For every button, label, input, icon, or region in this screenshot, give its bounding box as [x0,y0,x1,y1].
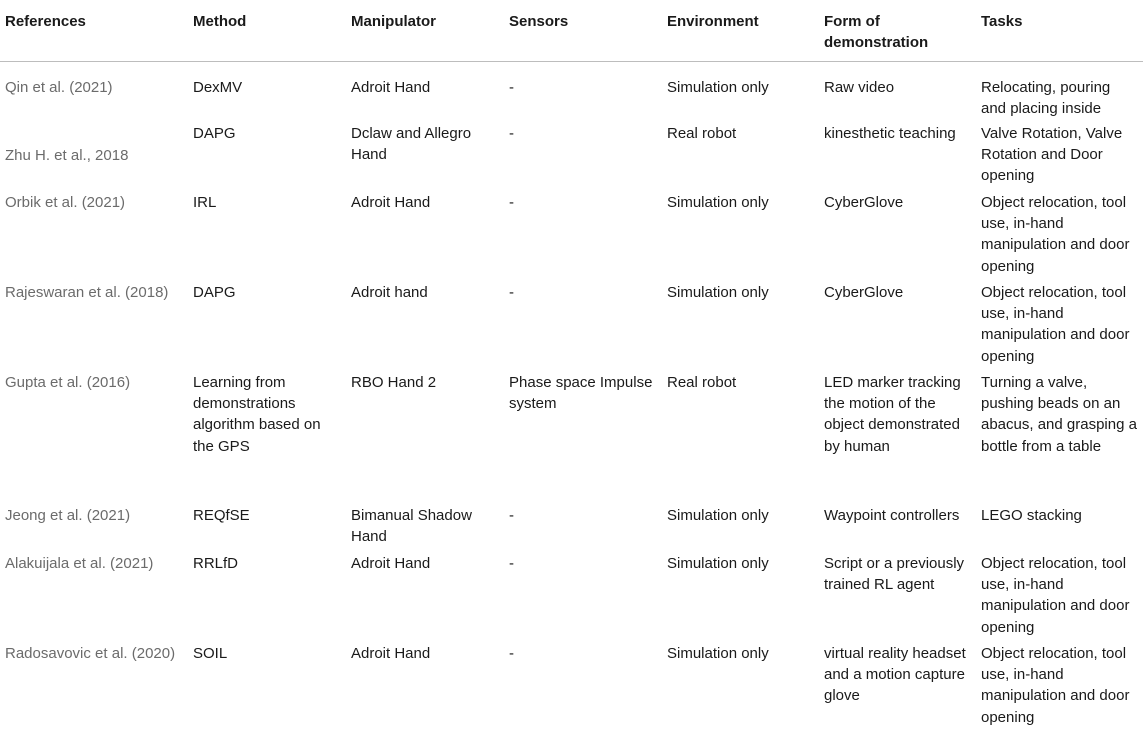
cell-reference: Gupta et al. (2016) [5,373,131,391]
cell-sensors: - [509,644,514,662]
header-references: References [5,13,86,30]
cell-tasks: Object relocation, tool use, in-hand manipulation and door opening [981,644,1130,726]
cell-method: REQfSE [193,506,250,524]
cell-reference: Jeong et al. (2021) [5,506,131,524]
cell-sensors: - [509,193,514,211]
cell-manipulator: Adroit Hand [351,193,431,211]
cell-reference: Qin et al. (2021) [5,78,113,96]
cell-form: CyberGlove [824,283,904,301]
cell-manipulator: Bimanual Shadow Hand [351,506,472,546]
cell-method: DexMV [193,78,243,96]
cell-tasks: Object relocation, tool use, in-hand manipulation and door opening [981,193,1130,275]
cell-form: kinesthetic teaching [824,124,956,142]
header-sensors: Sensors [509,13,569,30]
cell-form: Script or a previously trained RL agent [824,554,965,594]
cell-manipulator: Adroit Hand [351,78,431,96]
cell-method: Learning from demonstrations algorithm based on the GPS [193,373,321,455]
cell-form: CyberGlove [824,193,904,211]
cell-method: SOIL [193,644,228,662]
cell-method: DAPG [193,124,236,142]
table-row [0,61,1143,119]
cell-tasks: Valve Rotation, Valve Rotation and Door opening [981,124,1123,185]
cell-manipulator: Dclaw and Allegro Hand [351,124,472,164]
cell-tasks: LEGO stacking [981,506,1082,524]
cell-sensors: - [509,78,514,96]
cell-reference: Orbik et al. (2021) [5,193,126,211]
cell-tasks: Turning a valve, pushing beads on an abacus, and grasping a bottle from a table [981,373,1137,455]
header-form-of-demonstration: Form of demonstration [824,13,929,51]
header-tasks: Tasks [981,13,1023,30]
cell-manipulator: RBO Hand 2 [351,373,437,391]
cell-sensors: - [509,554,514,572]
cell-sensors: - [509,506,514,524]
cell-reference: Zhu H. et al., 2018 [5,146,129,164]
cell-manipulator: Adroit Hand [351,554,431,572]
cell-environment: Simulation only [667,193,769,211]
header-environment: Environment [667,13,759,30]
table-row [0,639,1143,728]
cell-reference: Radosavovic et al. (2020) [5,644,176,662]
table-row [0,501,1143,549]
cell-form: Raw video [824,78,895,96]
cell-environment: Simulation only [667,506,769,524]
cell-reference: Rajeswaran et al. (2018) [5,283,169,301]
table-body [0,61,1143,728]
header-manipulator: Manipulator [351,13,436,30]
cell-form: Waypoint controllers [824,506,960,524]
cell-form: LED marker tracking the motion of the object demonstrated by human [824,373,961,455]
cell-environment: Simulation only [667,554,769,572]
cell-environment: Simulation only [667,78,769,96]
cell-environment: Real robot [667,373,737,391]
header-method: Method [193,13,247,30]
cell-manipulator: Adroit hand [351,283,428,301]
cell-sensors: - [509,124,514,142]
cell-method: DAPG [193,283,236,301]
header-row [0,0,1143,61]
table-row [0,119,1143,188]
cell-tasks: Object relocation, tool use, in-hand manipulation and door opening [981,283,1130,365]
cell-reference: Alakuijala et al. (2021) [5,554,154,572]
table-row [0,549,1143,639]
table-header [0,0,1143,61]
cell-form: virtual reality headset and a motion capture glove [824,644,966,705]
cell-sensors: Phase space Impulse system [509,373,653,413]
cell-environment: Real robot [667,124,737,142]
cell-sensors: - [509,283,514,301]
cell-method: RRLfD [193,554,239,572]
cell-tasks: Object relocation, tool use, in-hand manipulation and door opening [981,554,1130,636]
cell-method: IRL [193,193,217,211]
cell-environment: Simulation only [667,644,769,662]
cell-environment: Simulation only [667,283,769,301]
cell-manipulator: Adroit Hand [351,644,431,662]
table-row [0,368,1143,501]
cell-tasks: Relocating, pouring and placing inside [981,78,1111,117]
table-row [0,278,1143,368]
table-row [0,188,1143,278]
